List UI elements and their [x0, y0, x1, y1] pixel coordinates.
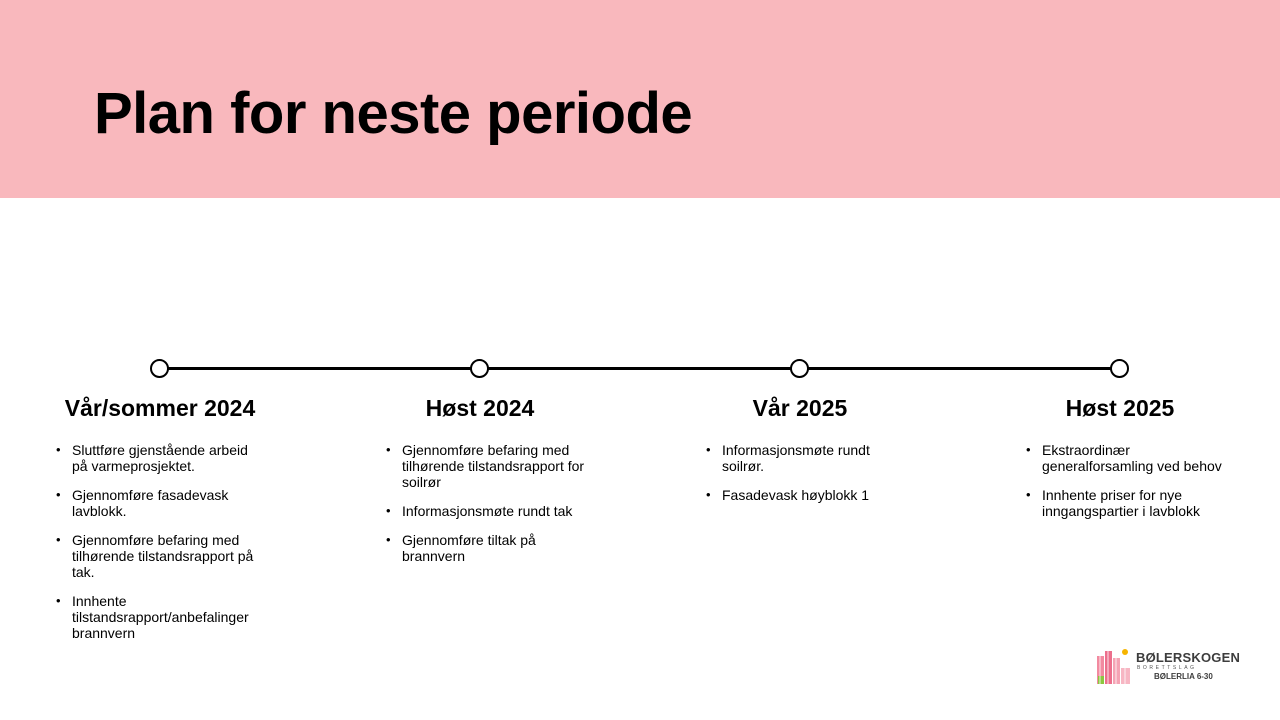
- timeline-node-4: [1110, 359, 1129, 378]
- list-item: • Sluttføre gjenstående arbeid på varmeprosjektet.: [56, 442, 266, 474]
- timeline-node-2: [470, 359, 489, 378]
- column-title: Vår/sommer 2024: [64, 395, 256, 421]
- timeline-line: [160, 367, 1120, 370]
- company-logo: [1096, 644, 1241, 686]
- list-item: • Informasjonsmøte rundt soilrør.: [706, 442, 906, 474]
- list-item: • Gjennomføre tiltak på brannvern: [386, 532, 586, 564]
- bullet-list: [706, 442, 906, 516]
- column-title: Vår 2025: [752, 395, 848, 421]
- building-icon: [1096, 646, 1134, 686]
- bullet-list: [56, 442, 266, 654]
- timeline-column-1: [40, 392, 280, 641]
- timeline: [0, 355, 1280, 383]
- column-title: Høst 2025: [1065, 395, 1175, 421]
- timeline-column-3: [680, 392, 920, 503]
- logo-name: BØLERSKOGEN: [1136, 650, 1241, 665]
- logo-address: BØLERLIA 6-30: [1154, 672, 1213, 681]
- list-item: • Informasjonsmøte rundt tak: [386, 503, 586, 519]
- timeline-column-4: [1000, 392, 1240, 519]
- bullet-list: [1026, 442, 1226, 532]
- page-title: Plan for neste periode: [94, 81, 693, 146]
- list-item: • Fasadevask høyblokk 1: [706, 487, 906, 503]
- list-item: • Gjennomføre befaring med tilhørende tilstandsrapport for soilrør: [386, 442, 586, 490]
- header-band: [0, 0, 1280, 198]
- timeline-node-3: [790, 359, 809, 378]
- list-item: • Innhente priser for nye inngangspartier i lavblokk: [1026, 487, 1226, 519]
- timeline-column-2: [360, 392, 600, 564]
- logo-subtitle: BORETTSLAG: [1137, 665, 1197, 671]
- list-item: • Ekstraordinær generalforsamling ved behov: [1026, 442, 1226, 474]
- timeline-node-1: [150, 359, 169, 378]
- list-item: • Gjennomføre fasadevask lavblokk.: [56, 487, 266, 519]
- list-item: • Innhente tilstandsrapport/anbefalinger brannvern: [56, 593, 266, 641]
- bullet-list: [386, 442, 586, 577]
- column-title: Høst 2024: [425, 395, 535, 421]
- list-item: • Gjennomføre befaring med tilhørende tilstandsrapport på tak.: [56, 532, 266, 580]
